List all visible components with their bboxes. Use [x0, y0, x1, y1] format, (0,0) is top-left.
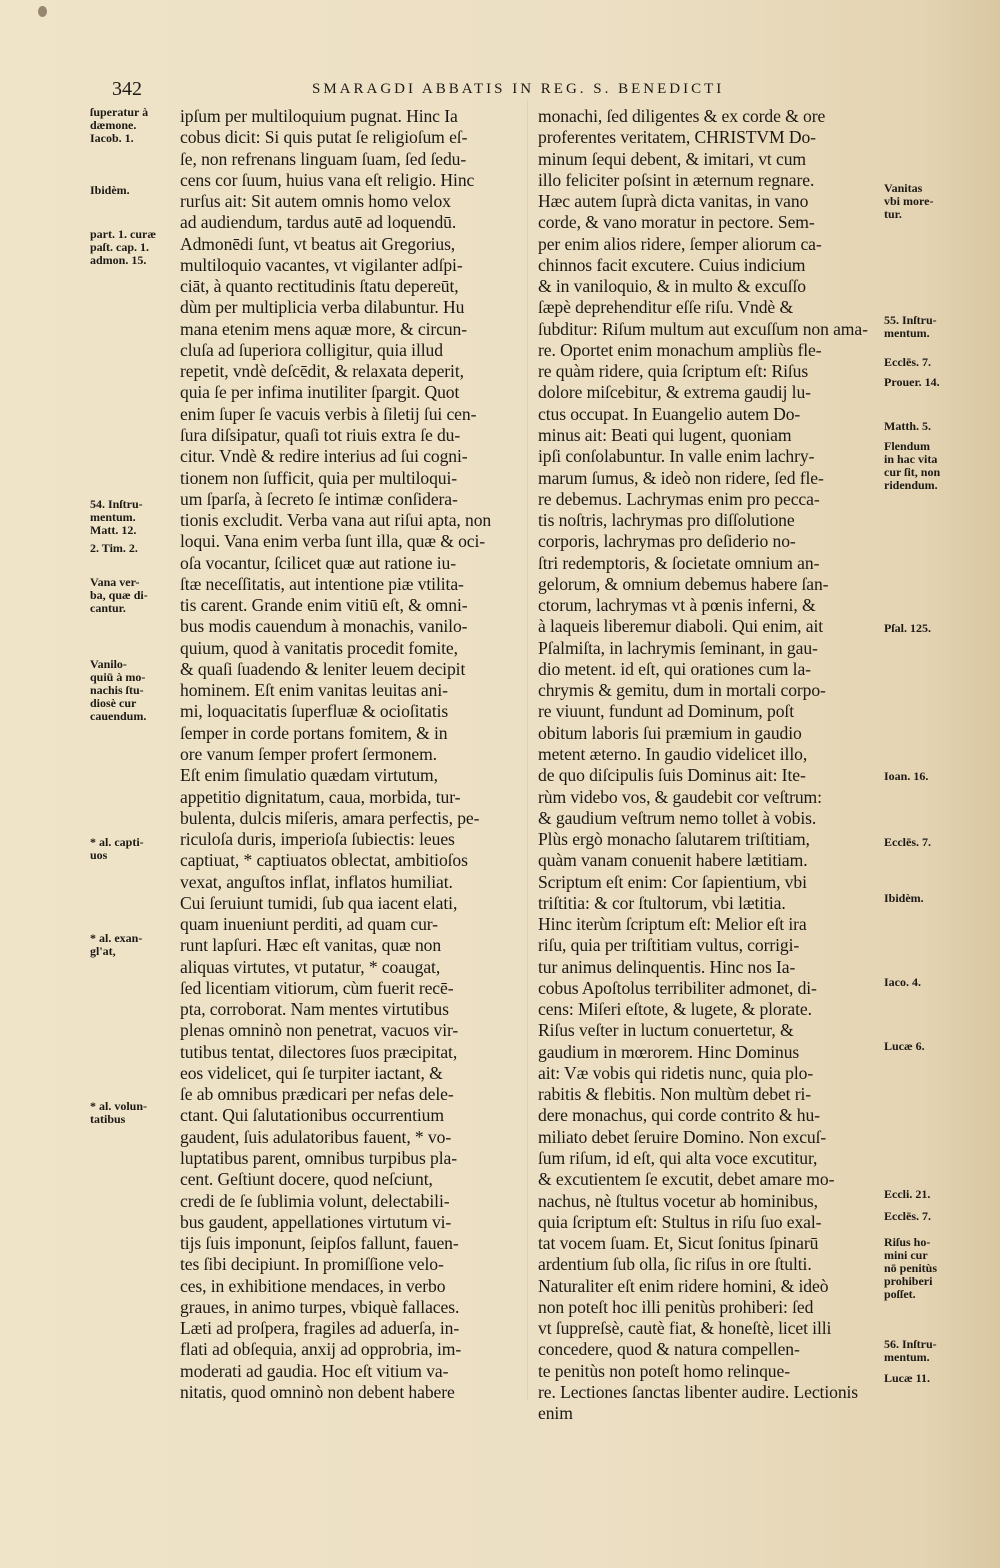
- text-line: ctorum, lachrymas vt à pœnis inferni, &: [538, 595, 816, 616]
- text-line: Scriptum eſt enim: Cor ſapientium, vbi: [538, 871, 807, 892]
- text-line: & quaſi ſuadendo & leniter leuem decipit: [180, 658, 466, 679]
- text-line: ſe, non refrenans linguam ſuam, ſed ſedu-: [180, 148, 467, 169]
- text-line: bus gaudent, appellationes virtutum vi-: [180, 1211, 452, 1232]
- text-line: chrymis & gemitu, dum in mortali corpo-: [538, 680, 826, 701]
- margin-note: ſuperatur à dæmone. Iacob. 1.: [90, 105, 149, 145]
- text-line: Admonēdi ſunt, vt beatus ait Gregorius,: [180, 233, 456, 254]
- margin-note: Ibidèm.: [90, 183, 130, 197]
- text-line: credi de ſe ſublimia volunt, delectabili-: [180, 1190, 450, 1211]
- text-line: ad audiendum, tardus autē ad loquendū.: [180, 212, 457, 233]
- text-line: ſtæ neceſſitatis, aut intentione piæ vtilita-: [180, 573, 464, 594]
- text-line: riſu, quia per triſtitiam vultus, corrigi-: [538, 935, 800, 956]
- text-line: hominem. Eſt enim vanitas leuitas ani-: [180, 680, 448, 701]
- margin-note: Vana ver- ba, quæ di- cantur.: [90, 575, 148, 615]
- margin-note: 2. Tim. 2.: [90, 541, 138, 555]
- margin-note: 55. Inſtru- mentum.: [884, 313, 937, 340]
- text-line: um ſparſa, à ſecreto ſe intimæ conſidera-: [180, 488, 458, 509]
- text-line: Pſalmiſta, in lachrymis ſeminant, in gau-: [538, 637, 818, 658]
- left-text-column: [180, 106, 516, 1403]
- text-line: proferentes veritatem, CHRISTVM Do-: [538, 127, 816, 148]
- text-line: dolore miſcebitur, & extrema gaudij lu-: [538, 382, 811, 403]
- text-line: Naturaliter eſt enim ridere homini, & ideò: [538, 1275, 829, 1296]
- margin-note: Eccli. 21.: [884, 1187, 931, 1201]
- margin-note: Riſus ho- mini cur nō penitùs prohiberi poſſet.: [884, 1235, 938, 1301]
- margin-note: Prouer. 14.: [884, 375, 940, 389]
- text-line: enim: [538, 1403, 573, 1424]
- text-line: corporis, lachrymas pro deſiderio no-: [538, 531, 796, 552]
- text-line: runt lapſuri. Hæc eſt vanitas, quæ non: [180, 935, 442, 956]
- text-line: ſe ab omnibus prædicari per nefas dele-: [180, 1084, 454, 1105]
- text-line: cens: Miſeri eſtote, & lugete, & plorate.: [538, 999, 812, 1020]
- column-gutter: [527, 100, 528, 1400]
- text-line: gaudium in mœrorem. Hinc Dominus: [538, 1041, 800, 1062]
- text-line: luptatibus parent, omnibus turpibus pla-: [180, 1148, 457, 1169]
- right-text-column: [538, 106, 882, 1424]
- margin-note: Lucæ 6.: [884, 1039, 925, 1053]
- text-line: dio metent. id eſt, qui orationes cum la-: [538, 658, 811, 679]
- text-line: cobus Apoſtolus terribiliter admonet, di-: [538, 977, 817, 998]
- page-header: [112, 78, 942, 102]
- text-line: quium, quod à vanitatis procedit fomite,: [180, 637, 458, 658]
- text-line: quia ſe per infima inutiliter ſpargit. Quot: [180, 382, 460, 403]
- margin-note: * al. volun- tatibus: [90, 1099, 148, 1126]
- margin-note: part. 1. curæ paſt. cap. 1. admon. 15.: [90, 227, 156, 267]
- text-line: graues, in animo turpes, vbiquè fallaces.: [180, 1296, 460, 1317]
- text-line: illo feliciter poſsint in æternum regnare.: [538, 169, 815, 190]
- text-line: à laqueis liberemur diaboli. Qui enim, ait: [538, 616, 824, 637]
- text-line: tionem non ſufficit, quia per multiloqui-: [180, 467, 458, 488]
- text-line: de quo diſcipulis ſuis Dominus ait: Ite-: [538, 765, 806, 786]
- text-line: vt ſuppreſsè, cautè fiat, & honeſtè, licet illi: [538, 1318, 832, 1339]
- margin-note: * al. exan- gl'at,: [90, 931, 143, 958]
- text-line: tis noſtris, lachrymas pro diſſolutione: [538, 510, 795, 531]
- margin-note: 56. Inſtru- mentum.: [884, 1337, 937, 1364]
- text-line: gelorum, & omnium debemus habere ſan-: [538, 573, 829, 594]
- text-line: ſed licentiam vitiorum, cùm fuerit recē-: [180, 977, 454, 998]
- text-line: metent æterno. In gaudio videlicet illo,: [538, 743, 808, 764]
- text-line: cens cor ſuum, huius vana eſt religio. Hinc: [180, 169, 475, 190]
- text-line: obitum laboris ſui præmium in gaudio: [538, 722, 802, 743]
- text-line: ſum riſum, id eſt, qui alta voce excutitur,: [538, 1148, 818, 1169]
- running-head: SMARAGDI ABBATIS IN REG. S. BENEDICTI: [312, 81, 725, 97]
- text-line: chinnos facit excutere. Cuius indicium: [538, 254, 806, 275]
- text-line: bus modis cauendum à monachis, vanilo-: [180, 616, 468, 637]
- text-line: Riſus veſter in luctum conuertetur, &: [538, 1020, 794, 1041]
- margin-note: Iaco. 4.: [884, 975, 921, 989]
- text-line: tat vocem ſuam. Et, Sicut ſonitus ſpinarū: [538, 1233, 819, 1254]
- text-line: Læti ad proſpera, fragiles ad aduerſa, in-: [180, 1318, 460, 1339]
- text-line: appetitio dignitatum, caua, morbida, tur-: [180, 786, 461, 807]
- text-line: quam inueniunt perditi, ad quam cur-: [180, 914, 438, 935]
- text-line: cent. Geſtiunt docere, quod neſciunt,: [180, 1169, 433, 1190]
- text-line: pta, corroborat. Nam mentes virtutibus: [180, 999, 449, 1020]
- text-line: quàm vanam conuenit habere lætitiam.: [538, 850, 808, 871]
- text-line: & in vaniloquio, & in multo & excuſſo: [538, 276, 807, 297]
- text-line: plenas omninò non penetrat, vacuos vir-: [180, 1020, 459, 1041]
- text-line: tes ſibi decipiunt. In promiſſione velo-: [180, 1254, 444, 1275]
- text-line: triſtitia: & cor ſtultorum, vbi lætitia.: [538, 892, 786, 913]
- text-line: mana etenim mens aquæ more, & circun-: [180, 318, 467, 339]
- text-line: Hinc iterùm ſcriptum eſt: Melior eſt ira: [538, 914, 807, 935]
- ink-blot: [38, 6, 47, 17]
- text-line: ipſum per multiloquium pugnat. Hinc Ia: [180, 106, 458, 126]
- text-line: ſæpè deprehenditur eſſe riſu. Vndè &: [538, 297, 794, 318]
- text-line: rurſus ait: Sit autem omnis homo velox: [180, 191, 451, 212]
- text-line: moderati ad gaudia. Hoc eſt vitium va-: [180, 1360, 449, 1381]
- text-line: rabitis & flebitis. Non multùm debet ri-: [538, 1084, 812, 1105]
- text-line: monachi, ſed diligentes & ex corde & ore: [538, 106, 826, 126]
- text-line: re viuunt, fundunt ad Dominum, poſt: [538, 701, 794, 722]
- text-line: ciāt, à quanto rectitudinis ſtatu depereūt,: [180, 276, 459, 297]
- text-line: & gaudium veſtrum nemo tollet à vobis.: [538, 807, 817, 828]
- text-line: re quàm ridere, quia ſcriptum eſt: Riſus: [538, 361, 809, 382]
- text-line: ces, in exhibitione mendaces, in verbo: [180, 1275, 446, 1296]
- margin-note: Vanitas vbi more- tur.: [884, 181, 934, 221]
- text-line: ſtri redemptoris, & ſocietate omnium an-: [538, 552, 820, 573]
- text-line: citur. Vndè & redire interius ad ſui cogni-: [180, 446, 468, 467]
- text-line: marum ſumus, & ideò non ridere, ſed fle-: [538, 467, 824, 488]
- text-line: captiuat, * captiuatos oblectat, ambitioſos: [180, 850, 468, 871]
- text-line: enim ſuper ſe vacuis verbis à ſiletij ſui cen-: [180, 403, 477, 424]
- text-line: minus ait: Beati qui lugent, quoniam: [538, 424, 792, 445]
- margin-note: Ioan. 16.: [884, 769, 929, 783]
- text-line: ait: Væ vobis qui ridetis nunc, quia plo-: [538, 1062, 814, 1083]
- text-line: re. Oportet enim monachum ampliùs fle-: [538, 339, 822, 360]
- margin-note: Vanilo- quiū à mo- nachis ſtu- diosè cur cauendum.: [90, 657, 147, 723]
- text-line: ſura diſsipatur, quaſi tot riuis extra ſe du-: [180, 424, 461, 445]
- margin-note: * al. capti- uos: [90, 835, 144, 862]
- text-line: Hæc autem ſuprà dicta vanitas, in vano: [538, 191, 809, 212]
- text-line: miliato debet ſeruire Domino. Non excuſ-: [538, 1126, 827, 1147]
- text-line: ctant. Qui ſalutationibus occurrentium: [180, 1105, 444, 1126]
- text-line: & excutientem ſe excutit, debet amare mo-: [538, 1169, 835, 1190]
- text-line: rùm videbo vos, & gaudebit cor veſtrum:: [538, 786, 822, 807]
- text-line: ſemper in corde portans fomitem, & in: [180, 722, 448, 743]
- text-line: per enim alios ridere, ſemper aliorum ca-: [538, 233, 822, 254]
- text-line: oſa vocantur, ſcilicet quæ aut ratione iu-: [180, 552, 457, 573]
- text-line: flati ad obſequia, anxij ad opprobria, im-: [180, 1339, 462, 1360]
- text-line: eos videlicet, qui ſe turpiter iactant, &: [180, 1062, 443, 1083]
- text-line: ipſi conſolabuntur. In valle enim lachry-: [538, 446, 815, 467]
- text-line: cobus dicit: Si quis putat ſe religioſum eſ-: [180, 127, 468, 148]
- margin-note: Matth. 5.: [884, 419, 931, 433]
- text-line: tis carent. Grande enim vitiū eſt, & omni-: [180, 595, 468, 616]
- margin-note: Ecclēs. 7.: [884, 1209, 931, 1223]
- text-line: tur animus delinquentis. Hinc nos Ia-: [538, 956, 796, 977]
- text-line: riculoſa duris, imperioſa ſubiectis: leues: [180, 829, 455, 850]
- text-line: Plùs ergò monacho ſalutarem triſtitiam,: [538, 829, 810, 850]
- text-line: dùm per multiplicia verba dilabuntur. Hu: [180, 297, 465, 318]
- text-line: nachus, nè ſtultus vocetur ab hominibus,: [538, 1190, 818, 1211]
- margin-note: Lucæ 11.: [884, 1371, 931, 1385]
- margin-note: Ecclēs. 7.: [884, 355, 931, 369]
- text-line: bulenta, dulcis miſeris, amara perfectis, pe-: [180, 807, 480, 828]
- text-line: loqui. Vana enim verba ſunt illa, quæ & oci-: [180, 531, 486, 552]
- page-number: 342: [112, 78, 142, 100]
- text-line: minum ſequi debent, & imitari, vt cum: [538, 148, 806, 169]
- margin-note: Ibidèm.: [884, 891, 924, 905]
- text-line: quia ſcriptum eſt: Stultus in riſu ſuo exal-: [538, 1211, 822, 1232]
- margin-note: Flendum in hac vita cur ſit, non ridendum.: [884, 439, 941, 492]
- text-line: re. Lectiones ſanctas libenter audire. Lectionis: [538, 1381, 859, 1402]
- text-line: ardentium ſub olla, ſic riſus in ore ſtulti.: [538, 1254, 812, 1275]
- text-line: dere monachus, qui corde contrito & hu-: [538, 1105, 820, 1126]
- text-line: nitatis, quod omninò non debent habere: [180, 1381, 455, 1402]
- text-line: tionis excludit. Verba vana aut riſui apta, non: [180, 510, 492, 531]
- text-line: te penitùs non poteſt homo relinque-: [538, 1360, 790, 1381]
- text-line: mi, loquacitatis ſuperfluæ & ocioſitatis: [180, 701, 449, 722]
- margin-note: 54. Inſtru- mentum. Matt. 12.: [90, 497, 143, 537]
- text-line: cluſa ad ſuperiora colligitur, quia illud: [180, 339, 443, 360]
- margin-note: Ecclēs. 7.: [884, 835, 931, 849]
- text-line: ore vanum ſemper profert ſermonem.: [180, 743, 437, 764]
- text-line: ctus occupat. In Euangelio autem Do-: [538, 403, 801, 424]
- text-line: corde, & vano moratur in pectore. Sem-: [538, 212, 815, 233]
- text-line: re debemus. Lachrymas enim pro pecca-: [538, 488, 820, 509]
- text-line: tijs ſuis imponunt, ſeipſos fallunt, fauen-: [180, 1233, 459, 1254]
- text-line: multiloquio vacantes, vt vigilanter adſpi-: [180, 254, 463, 275]
- text-line: gaudent, ſuis adulatoribus fauent, * vo-: [180, 1126, 452, 1147]
- text-line: ſubditur: Riſum multum aut excuſſum non ama-: [538, 318, 868, 339]
- text-line: tutibus tentat, dilectores ſuos præcipitat,: [180, 1041, 458, 1062]
- text-line: concedere, quod & natura compellen-: [538, 1339, 800, 1360]
- text-line: aliquas virtutes, vt putatur, * coaugat,: [180, 956, 441, 977]
- text-line: vexat, anguſtos inflat, inflatos humiliat.: [180, 871, 453, 892]
- text-line: non poteſt hoc illi penitùs prohiberi: ſed: [538, 1296, 814, 1317]
- margin-note: Pſal. 125.: [884, 621, 931, 635]
- text-line: repetit, vndè deſcēdit, & relaxata deperit,: [180, 361, 464, 382]
- text-line: Eſt enim ſimulatio quædam virtutum,: [180, 765, 438, 786]
- text-line: Cui ſeruiunt tumidi, ſub qua iacent elati,: [180, 892, 458, 913]
